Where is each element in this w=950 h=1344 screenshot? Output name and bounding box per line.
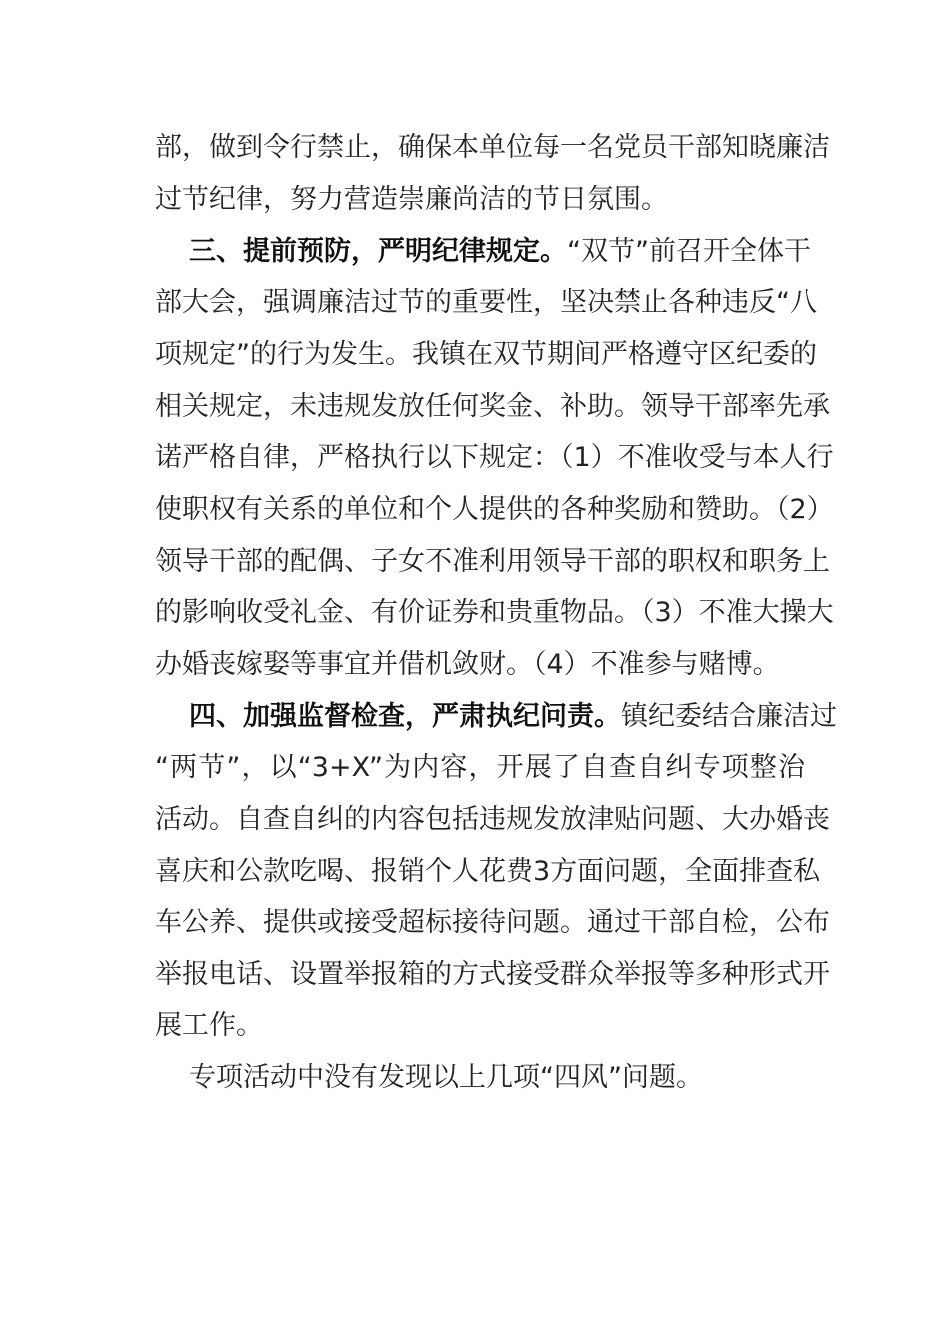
body-line: 使职权有关系的单位和个人提供的各种奖励和赞助。（2）	[155, 494, 834, 525]
body-line: 喜庆和公款吃喝、报销个人花费3方面问题，全面排查私	[155, 856, 821, 887]
body-line: 办婚丧嫁娶等事宜并借机敛财。（4）不准参与赌博。	[155, 649, 780, 680]
section-four-line: 四、加强监督检查，严肃执纪问责。镇纪委结合廉洁过	[189, 701, 837, 732]
body-line: 举报电话、设置举报箱的方式接受群众举报等多种形式开	[155, 959, 830, 990]
section-three-heading: 三、提前预防，严明纪律规定。	[189, 236, 567, 267]
body-line: 相关规定，未违规发放任何奖金、补助。领导干部率先承	[155, 391, 830, 422]
section-four-heading: 四、加强监督检查，严肃执纪问责。	[189, 701, 621, 732]
body-line: 项规定”的行为发生。我镇在双节期间严格遵守区纪委的	[155, 339, 817, 370]
body-line: “两节”，以“3+X”为内容，开展了自查自纠专项整治	[155, 752, 805, 783]
body-line: 车公养、提供或接受超标接待问题。通过干部自检，公布	[155, 907, 830, 938]
body-line: 诺严格自律，严格执行以下规定：（1）不准收受与本人行	[155, 442, 834, 473]
section-three-line: 三、提前预防，严明纪律规定。“双节”前召开全体干	[189, 236, 811, 267]
body-line: 部，做到令行禁止，确保本单位每一名党员干部知晓廉洁	[155, 132, 830, 163]
body-line: 过节纪律，努力营造崇廉尚洁的节日氛围。	[155, 184, 668, 215]
body-line: 部大会，强调廉洁过节的重要性，坚决禁止各种违反“八	[155, 287, 817, 318]
body-line: 活动。自查自纠的内容包括违规发放津贴问题、大办婚丧	[155, 804, 830, 835]
body-line: 领导干部的配偶、子女不准利用领导干部的职权和职务上	[155, 546, 830, 577]
closing-paragraph: 专项活动中没有发现以上几项“四风”问题。	[189, 1062, 703, 1093]
body-line: 展工作。	[155, 1010, 263, 1041]
body-line: 的影响收受礼金、有价证券和贵重物品。（3）不准大操大	[155, 597, 834, 628]
